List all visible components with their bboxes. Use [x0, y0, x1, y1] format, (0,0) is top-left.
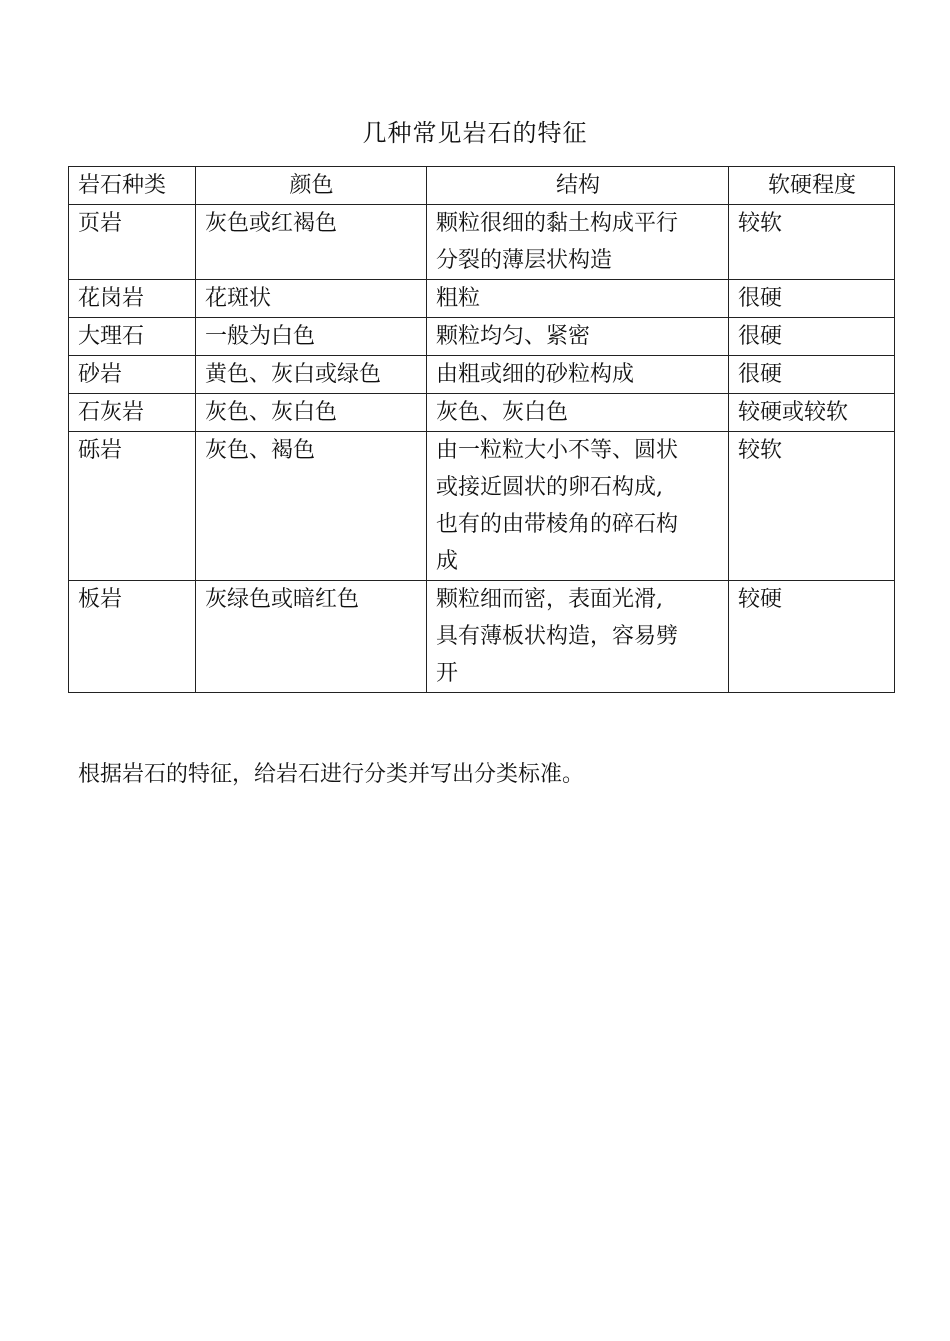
cell-rock-type: 石灰岩 [69, 394, 196, 432]
page-title: 几种常见岩石的特征 [362, 119, 588, 147]
table-row [69, 280, 895, 318]
cell-rock-type: 砂岩 [69, 356, 196, 394]
cell-structure: 灰色、灰白色 [427, 394, 729, 432]
cell-hardness: 较硬或较软 [729, 394, 895, 432]
cell-color: 一般为白色 [196, 318, 427, 356]
cell-structure: 粗粒 [427, 280, 729, 318]
cell-structure: 颗粒均匀、紧密 [427, 318, 729, 356]
cell-color: 花斑状 [196, 280, 427, 318]
header-hardness: 软硬程度 [729, 167, 895, 205]
cell-structure: 颗粒细而密，表面光滑, 具有薄板状构造，容易劈 开 [427, 581, 729, 693]
cell-rock-type: 板岩 [69, 581, 196, 693]
cell-hardness: 很硬 [729, 356, 895, 394]
cell-hardness: 较软 [729, 432, 895, 581]
rock-features-table [68, 166, 895, 693]
cell-color: 灰色、灰白色 [196, 394, 427, 432]
cell-rock-type: 大理石 [69, 318, 196, 356]
cell-hardness: 较软 [729, 205, 895, 280]
table-row [69, 318, 895, 356]
question-text: 根据岩石的特征，给岩石进行分类并写出分类标准。 [78, 762, 585, 787]
header-color: 颜色 [196, 167, 427, 205]
table-row [69, 432, 895, 581]
cell-structure: 由一粒粒大小不等、圆状 或接近圆状的卵石构成, 也有的由带棱角的碎石构 成 [427, 432, 729, 581]
table-row [69, 356, 895, 394]
cell-structure: 颗粒很细的黏土构成平行 分裂的薄层状构造 [427, 205, 729, 280]
cell-hardness: 很硬 [729, 280, 895, 318]
header-structure: 结构 [427, 167, 729, 205]
table-row [69, 394, 895, 432]
header-rock-type: 岩石种类 [69, 167, 196, 205]
cell-rock-type: 砾岩 [69, 432, 196, 581]
cell-rock-type: 花岗岩 [69, 280, 196, 318]
cell-rock-type: 页岩 [69, 205, 196, 280]
cell-color: 灰色或红褐色 [196, 205, 427, 280]
table-row [69, 205, 895, 280]
cell-structure: 由粗或细的砂粒构成 [427, 356, 729, 394]
table-row [69, 581, 895, 693]
table-header-row [69, 167, 895, 205]
cell-color: 黄色、灰白或绿色 [196, 356, 427, 394]
cell-hardness: 很硬 [729, 318, 895, 356]
cell-hardness: 较硬 [729, 581, 895, 693]
cell-color: 灰色、褐色 [196, 432, 427, 581]
cell-color: 灰绿色或暗红色 [196, 581, 427, 693]
